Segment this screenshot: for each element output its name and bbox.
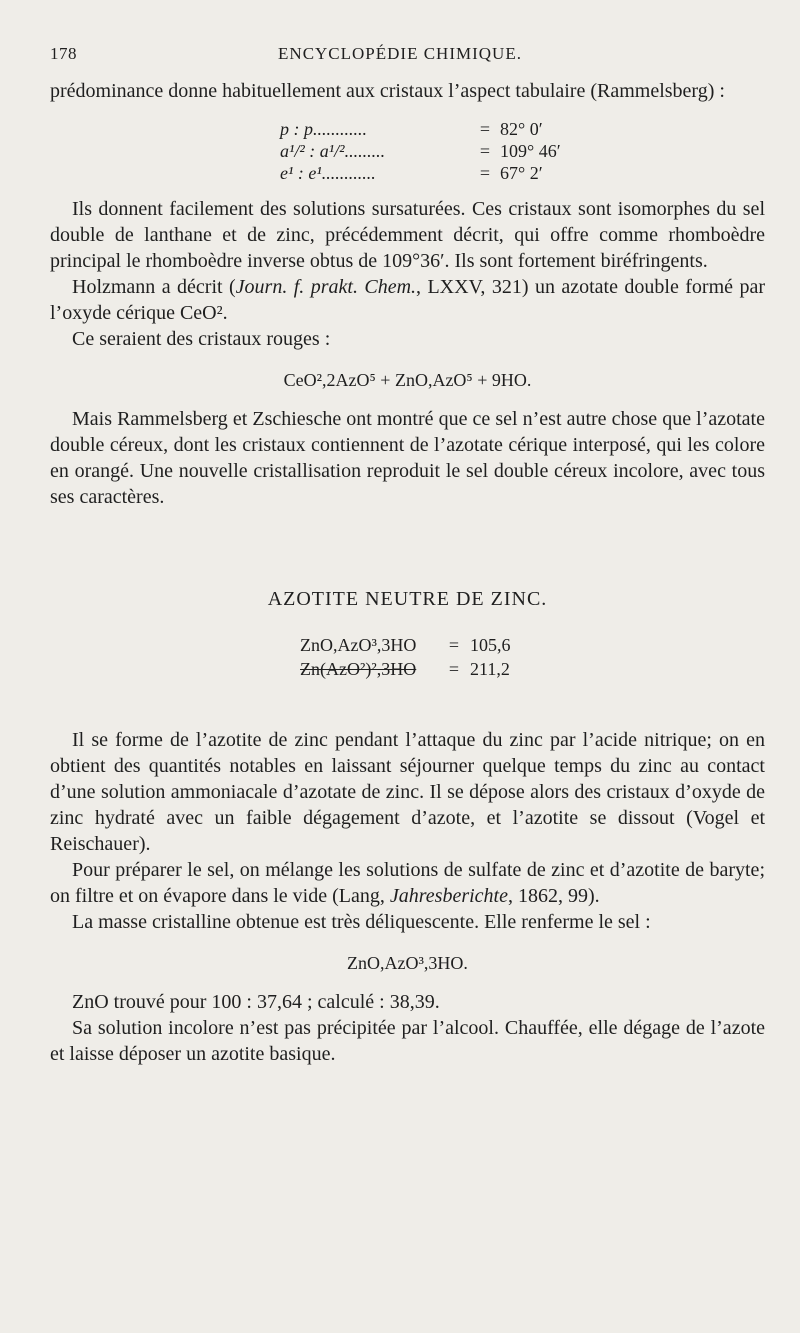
text-fragment: , 1862, 99). xyxy=(507,885,600,907)
formula-weight: 211,2 xyxy=(470,659,510,679)
journal-title: Jahresberichte xyxy=(389,885,508,907)
angle-label: p : p............ xyxy=(280,119,367,139)
angle-row xyxy=(280,162,765,184)
text-fragment: Pour préparer le sel, on mélange les solutions de sulfate de zinc et d’azotite de baryte; on filtre et on évapore dans le vide (Lang, xyxy=(50,859,765,907)
angle-row xyxy=(280,118,765,140)
paragraph-preparation xyxy=(50,857,765,909)
formula-double-nitrate: CeO²,2AzO⁵ + ZnO,AzO⁵ + 9HO. xyxy=(283,370,532,390)
paragraph-formation: Il se forme de l’azotite de zinc pendant l’attaque du zinc par l’acide nitrique; on en obtient des quantités notables en laissant séjourner quelque temps du zinc au contact d’une solution ammoniacale d’azotate de zinc. Il se dépose alors des cristaux d’oxyde de zinc hydraté avec un faible dégagement d’azote, et l’azotite se dissout (Vogel et Reischauer). xyxy=(50,729,765,855)
equals-sign: = xyxy=(479,119,491,139)
angle-value: 82° 0′ xyxy=(500,119,543,139)
formula-text: ZnO,AzO³,3HO xyxy=(300,635,417,655)
section-heading: AZOTITE NEUTRE DE ZINC. xyxy=(267,588,548,610)
paragraph-mass: La masse cristalline obtenue est très déliquescente. Elle renferme le sel : xyxy=(72,911,651,933)
text-fragment: Holzmann a décrit ( xyxy=(72,276,236,298)
formula-zinc-nitrite: ZnO,AzO³,3HO. xyxy=(347,953,468,973)
paragraph-analysis: ZnO trouvé pour 100 : 37,64 ; calculé : 38,39. xyxy=(72,991,440,1013)
paragraph-solution: Sa solution incolore n’est pas précipitée par l’alcool. Chauffée, elle dégage de l’azote et laisse déposer un azotite basique. xyxy=(50,1017,765,1065)
angle-value: 109° 46′ xyxy=(500,141,561,161)
journal-title: Journ. f. prakt. Chem. xyxy=(235,276,417,298)
angle-row xyxy=(280,140,765,162)
text-fragment: , LXXV, 321) un azotate double formé par l’oxyde cérique CeO². xyxy=(50,276,765,324)
paragraph-holzmann xyxy=(50,274,765,326)
formula-row xyxy=(300,657,765,681)
angle-value: 67° 2′ xyxy=(500,163,543,183)
angle-label: e¹ : e¹............ xyxy=(280,163,376,183)
equals-sign: = xyxy=(448,635,460,655)
equals-sign: = xyxy=(448,659,460,679)
formula-list xyxy=(300,633,765,681)
running-header xyxy=(50,44,750,68)
paragraph-solutions: Ils donnent facilement des solutions sursaturées. Ces cristaux sont isomorphes du sel double de lanthane et de zinc, précédemment décrit, qui offre comme rhomboèdre principal le rhomboèdre inverse obtus de 109°36′. Ils sont fortement biréfringents. xyxy=(50,198,765,272)
angle-table xyxy=(280,118,765,184)
page-body xyxy=(50,78,765,1067)
paragraph-rammelsberg: Mais Rammelsberg et Zschiesche ont montré que ce sel n’est autre chose que l’azotate double céreux, dont les cristaux contiennent de l’azotate cérique interposé, qui les colore en orangé. Une nouvelle cristallisation reproduit le sel double céreux incolore, avec tous ses caractères. xyxy=(50,408,765,508)
paragraph-intro: prédominance donne habituellement aux cristaux l’aspect tabulaire (Rammelsberg) : xyxy=(50,80,725,102)
formula-row xyxy=(300,633,765,657)
running-title: ENCYCLOPÉDIE CHIMIQUE. xyxy=(278,44,522,63)
paragraph-red-crystals: Ce seraient des cristaux rouges : xyxy=(72,328,331,350)
angle-label: a¹/² : a¹/²......... xyxy=(280,141,386,161)
formula-weight: 105,6 xyxy=(470,635,511,655)
formula-text: Zn(AzO²)²,3HO xyxy=(300,659,417,679)
equals-sign: = xyxy=(479,141,491,161)
equals-sign: = xyxy=(479,163,491,183)
page-number: 178 xyxy=(50,44,77,63)
